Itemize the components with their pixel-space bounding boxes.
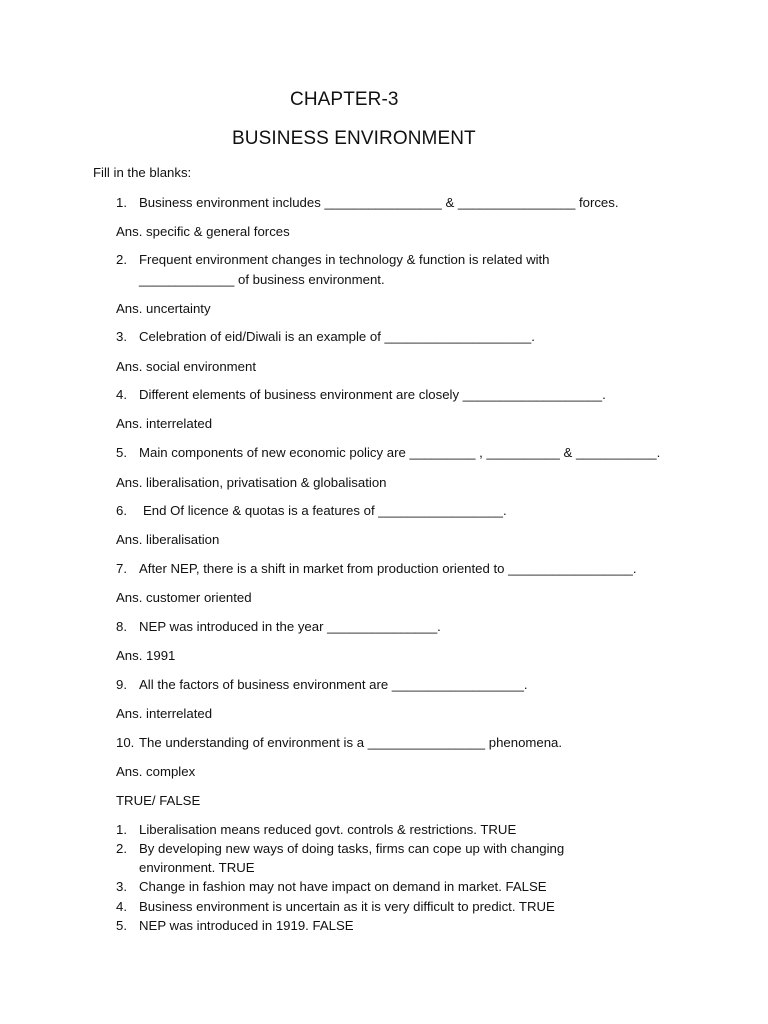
question-number: 7. bbox=[116, 561, 127, 576]
question-text: Main components of new economic policy are _________ , __________ & ___________. bbox=[139, 445, 661, 460]
answer-text: Ans. specific & general forces bbox=[116, 224, 290, 239]
question-text: Celebration of eid/Diwali is an example of ____________________. bbox=[139, 329, 535, 344]
question-text: After NEP, there is a shift in market from production oriented to _________________. bbox=[139, 561, 637, 576]
statement-number: 2. bbox=[116, 841, 127, 856]
answer-text: Ans. liberalisation bbox=[116, 532, 220, 547]
question-text: Business environment includes ________________ & ________________ forces. bbox=[139, 195, 619, 210]
question-number: 5. bbox=[116, 445, 127, 460]
statement-number: 1. bbox=[116, 822, 127, 837]
question-text: End Of licence & quotas is a features of _________________. bbox=[143, 503, 507, 518]
statement-text: Change in fashion may not have impact on demand in market. FALSE bbox=[139, 879, 547, 894]
section-heading-fill: Fill in the blanks: bbox=[93, 165, 192, 180]
question-text: NEP was introduced in the year _______________. bbox=[139, 619, 441, 634]
question-number: 9. bbox=[116, 677, 127, 692]
question-text: Frequent environment changes in technology & function is related with bbox=[139, 252, 550, 267]
question-number: 1. bbox=[116, 195, 127, 210]
statement-text: NEP was introduced in 1919. FALSE bbox=[139, 918, 354, 933]
statement-text: Business environment is uncertain as it is very difficult to predict. TRUE bbox=[139, 899, 555, 914]
chapter-heading: CHAPTER-3 bbox=[290, 89, 399, 110]
statement-text-continued: environment. TRUE bbox=[139, 860, 255, 875]
question-number: 10. bbox=[116, 735, 135, 750]
question-text: The understanding of environment is a ________________ phenomena. bbox=[139, 735, 563, 750]
question-text: All the factors of business environment are __________________. bbox=[139, 677, 528, 692]
answer-text: Ans. uncertainty bbox=[116, 301, 211, 316]
question-number: 2. bbox=[116, 252, 127, 267]
answer-text: Ans. 1991 bbox=[116, 648, 176, 663]
statement-number: 5. bbox=[116, 918, 127, 933]
statement-number: 3. bbox=[116, 879, 127, 894]
statement-text: Liberalisation means reduced govt. controls & restrictions. TRUE bbox=[139, 822, 517, 837]
question-number: 3. bbox=[116, 329, 127, 344]
answer-text: Ans. customer oriented bbox=[116, 590, 252, 605]
answer-text: Ans. interrelated bbox=[116, 416, 213, 431]
answer-text: Ans. interrelated bbox=[116, 706, 213, 721]
answer-text: Ans. complex bbox=[116, 764, 196, 779]
question-text-continued: _____________ of business environment. bbox=[139, 272, 385, 287]
question-text: Different elements of business environment are closely ___________________. bbox=[139, 387, 606, 402]
page-title: BUSINESS ENVIRONMENT bbox=[232, 128, 476, 149]
statement-text: By developing new ways of doing tasks, firms can cope up with changing bbox=[139, 841, 565, 856]
section-heading-true-false: TRUE/ FALSE bbox=[116, 793, 201, 808]
question-number: 6. bbox=[116, 503, 127, 518]
question-number: 8. bbox=[116, 619, 127, 634]
question-number: 4. bbox=[116, 387, 127, 402]
statement-number: 4. bbox=[116, 899, 127, 914]
answer-text: Ans. social environment bbox=[116, 359, 257, 374]
answer-text: Ans. liberalisation, privatisation & globalisation bbox=[116, 475, 387, 490]
